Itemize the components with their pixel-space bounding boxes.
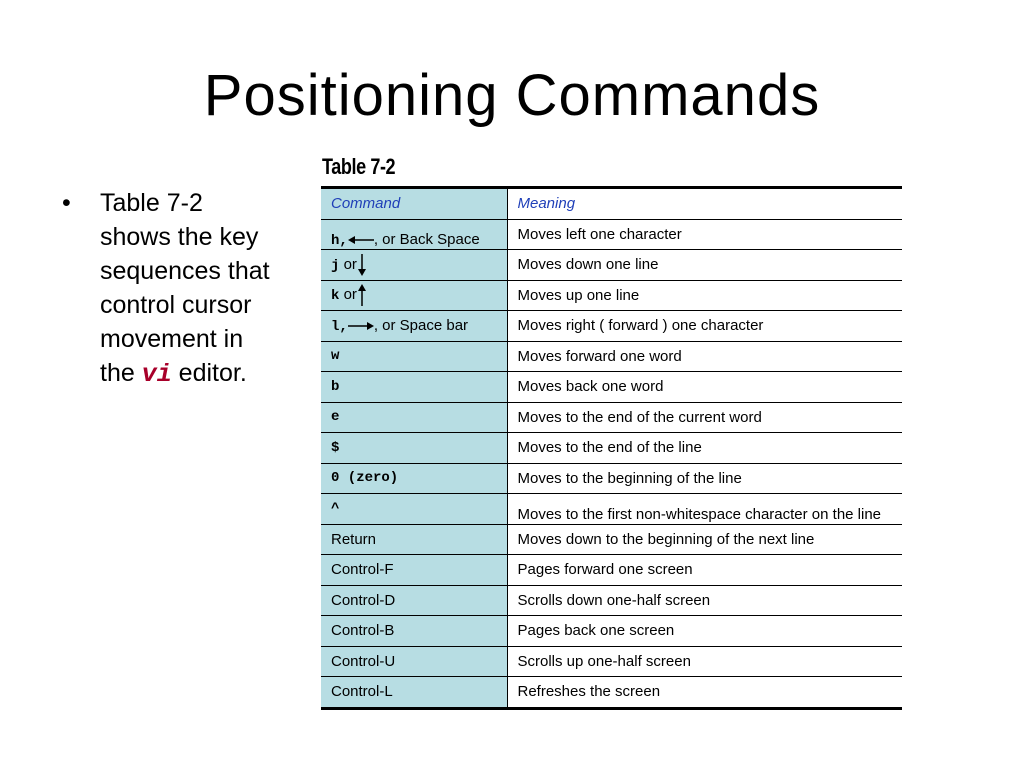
vi-emphasis: vi [141,360,172,389]
bullet-marker: • [62,189,71,217]
meaning-cell: Moves down one line [507,250,902,281]
table-row [321,463,902,494]
command-cell: ^ [321,494,507,525]
meaning-cell: Scrolls up one-half screen [507,646,902,677]
cmd-text: or [343,255,357,273]
meaning-cell: Moves to the end of the current word [507,402,902,433]
bullet-text-after: editor. [171,359,247,387]
cmd-code: k [331,288,340,305]
table-row [321,219,902,250]
table-row [321,616,902,647]
meaning-cell: Scrolls down one-half screen [507,585,902,616]
command-cell: $ [321,433,507,464]
left-arrow-icon [348,234,374,246]
table-row [321,402,902,433]
up-arrow-icon [357,284,367,306]
table-row [321,585,902,616]
meaning-cell: Pages forward one screen [507,555,902,586]
header-meaning: Meaning [507,188,902,220]
command-cell [321,250,507,281]
cmd-text: , or Space bar [373,316,469,334]
meaning-cell: Refreshes the screen [507,677,902,709]
cmd-text: or [343,286,357,304]
command-cell: Control-F [321,555,507,586]
header-command: Command [321,188,507,220]
cmd-code: h, [331,232,348,249]
meaning-cell: Moves forward one word [507,341,902,372]
table-row [321,677,902,709]
table-row [321,341,902,372]
cmd-text: , or Back Space [373,230,480,248]
command-cell: 0 (zero) [321,463,507,494]
command-cell: Control-L [321,677,507,709]
command-cell: Control-B [321,616,507,647]
command-cell [321,219,507,250]
table-row [321,280,902,311]
meaning-cell: Moves down to the beginning of the next line [507,524,902,555]
bullet-text-before: Table 7-2 shows the key sequences that control cursor movement in the [100,189,270,387]
table-row [321,524,902,555]
bullet-text [100,186,270,392]
command-cell: Control-D [321,585,507,616]
command-cell: Return [321,524,507,555]
table-row [321,311,902,342]
table-caption: Table 7-2 [322,154,396,179]
table-row [321,646,902,677]
command-cell [321,280,507,311]
command-cell: Control-U [321,646,507,677]
meaning-cell [507,494,902,525]
commands-table [321,186,902,710]
table-row [321,555,902,586]
table-row [321,433,902,464]
command-h [331,229,481,252]
meaning-cell: Moves right ( forward ) one character [507,311,902,342]
cmd-code: j [331,257,340,274]
right-arrow-icon [348,320,374,332]
meaning-cell: Moves left one character [507,219,902,250]
slide-title: Positioning Commands [203,63,821,128]
meaning-cell: Moves to the end of the line [507,433,902,464]
command-cell: w [321,341,507,372]
table-row [321,494,902,525]
meaning-cell: Moves to the beginning of the line [507,463,902,494]
command-cell: b [321,372,507,403]
table-header-row [321,188,902,220]
down-arrow-icon [357,254,367,276]
meaning-text: Moves to the first non-whitespace character on the line [517,506,882,524]
table-row [321,250,902,281]
command-cell [321,311,507,342]
table-row [321,372,902,403]
meaning-cell: Pages back one screen [507,616,902,647]
meaning-cell: Moves up one line [507,280,902,311]
command-cell: e [321,402,507,433]
cmd-code: l, [331,318,348,335]
meaning-cell: Moves back one word [507,372,902,403]
